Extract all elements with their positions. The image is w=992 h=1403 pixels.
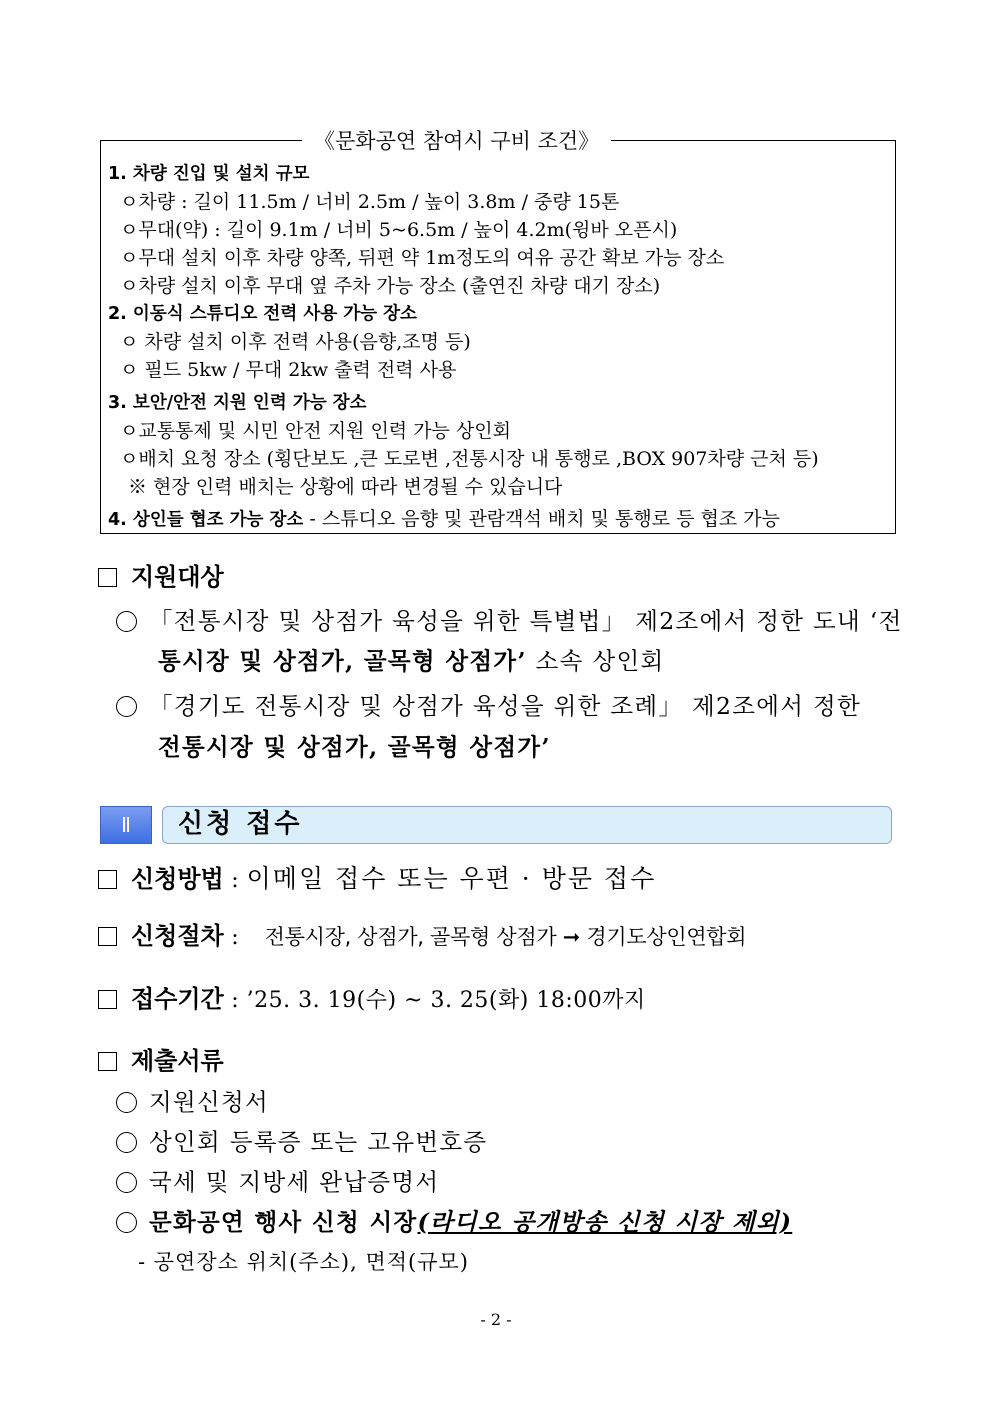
requirement-note: ※ 현장 인력 배치는 상황에 따라 변경될 수 있습니다 [128, 476, 563, 498]
application-method: 신청방법 : 이메일 접수 또는 우편 · 방문 접수 [98, 861, 656, 900]
requirement-item-4-text: - 스튜디오 음향 및 관람객석 배치 및 통행로 등 협조 가능 [303, 508, 780, 530]
section-title: 신청 접수 [178, 809, 303, 839]
requirement-item: ㅇ무대 설치 이후 차량 양쪽, 뒤편 약 1m정도의 여유 공간 확보 가능 장소 [120, 247, 725, 269]
requirement-item: ㅇ차량 : 길이 11.5m / 너비 2.5m / 높이 3.8m / 중량 15톤 [120, 191, 620, 213]
document-item: 상인회 등록증 또는 고유번호증 [116, 1122, 487, 1162]
circle-bullet-icon [116, 1092, 137, 1113]
support-item [116, 601, 903, 641]
circle-bullet-icon [116, 1172, 137, 1193]
support-heading: 지원대상 [98, 560, 224, 597]
application-procedure-text: 전통시장, 상점가, 골목형 상점가 ➞ 경기도상인연합회 [264, 925, 747, 949]
documents-heading: 제출서류 [98, 1043, 224, 1082]
document-item: 국세 및 지방세 완납증명서 [116, 1162, 439, 1202]
support-item-continued [158, 641, 664, 681]
application-method-text: 이메일 접수 또는 우편 · 방문 접수 [246, 864, 657, 893]
document-sub-item: - 공연장소 위치(주소), 면적(규모) [138, 1250, 469, 1274]
requirement-item: ㅇ무대(약) : 길이 9.1m / 너비 5~6.5m / 높이 4.2m(윙바 오픈시) [120, 219, 678, 241]
support-item-text: 「전통시장 및 상점가 육성을 위한 특별법」 제2조에서 정한 도내 ‘전 [149, 607, 903, 635]
application-period-label: 접수기간 [131, 985, 224, 1013]
requirements-title: 《문화공연 참여시 구비 조건》 [302, 126, 611, 156]
requirement-item: ㅇ차량 설치 이후 무대 옆 주차 가능 장소 (출연진 차량 대기 장소) [120, 275, 661, 297]
page-number: - 2 - [480, 1310, 512, 1329]
requirement-item: ㅇ 필드 5kw / 무대 2kw 출력 전력 사용 [120, 359, 457, 381]
circle-bullet-icon [116, 696, 137, 717]
support-item-emphasis: 통시장 및 상점가, 골목형 상점가’ [158, 647, 527, 675]
checkbox-square-icon [98, 990, 117, 1009]
requirement-item-4 [108, 507, 780, 532]
circle-bullet-icon [116, 611, 137, 632]
support-item-text: 「경기도 전통시장 및 상점가 육성을 위한 조례」 제2조에서 정한 [149, 692, 862, 720]
application-procedure-label: 신청절차 [131, 922, 224, 950]
circle-bullet-icon [116, 1212, 137, 1233]
application-period-text: ’25. 3. 19(수) ~ 3. 25(화) 18:00까지 [246, 988, 646, 1013]
requirement-heading: 4. 상인들 협조 가능 장소 [108, 510, 304, 530]
checkbox-square-icon [98, 568, 117, 587]
support-item-emphasis: 전통시장 및 상점가, 골목형 상점가’ [158, 733, 551, 761]
application-method-label: 신청방법 [131, 865, 224, 893]
requirement-heading: 2. 이동식 스튜디오 전력 사용 가능 장소 [108, 304, 417, 324]
requirement-heading: 3. 보안/안전 지원 인력 가능 장소 [108, 393, 367, 413]
checkbox-square-icon [98, 1052, 117, 1071]
application-period: 접수기간 : ’25. 3. 19(수) ~ 3. 25(화) 18:00까지 [98, 981, 646, 1020]
checkbox-square-icon [98, 927, 117, 946]
application-procedure: 신청절차 : 전통시장, 상점가, 골목형 상점가 ➞ 경기도상인연합회 [98, 918, 746, 957]
support-item-text: 소속 상인회 [526, 647, 665, 675]
checkbox-square-icon [98, 870, 117, 889]
requirement-item: ㅇ교통통제 및 시민 안전 지원 인력 가능 상인회 [120, 420, 512, 442]
document-item [116, 1202, 792, 1242]
requirement-heading: 1. 차량 진입 및 설치 규모 [108, 164, 310, 184]
section-number-badge: Ⅱ [100, 806, 152, 844]
requirement-item: ㅇ배치 요청 장소 (횡단보도 ,큰 도로변 ,전통시장 내 통행로 ,BOX 907차량 근처 등) [120, 448, 819, 470]
requirement-item: ㅇ 차량 설치 이후 전력 사용(음향,조명 등) [120, 331, 471, 353]
document-item-emphasis: 문화공연 행사 신청 시장 [149, 1208, 418, 1236]
document-item: 지원신청서 [116, 1082, 269, 1122]
document-item-note: (라디오 공개방송 신청 시장 제외) [417, 1208, 793, 1236]
circle-bullet-icon [116, 1132, 137, 1153]
support-item [116, 686, 861, 726]
